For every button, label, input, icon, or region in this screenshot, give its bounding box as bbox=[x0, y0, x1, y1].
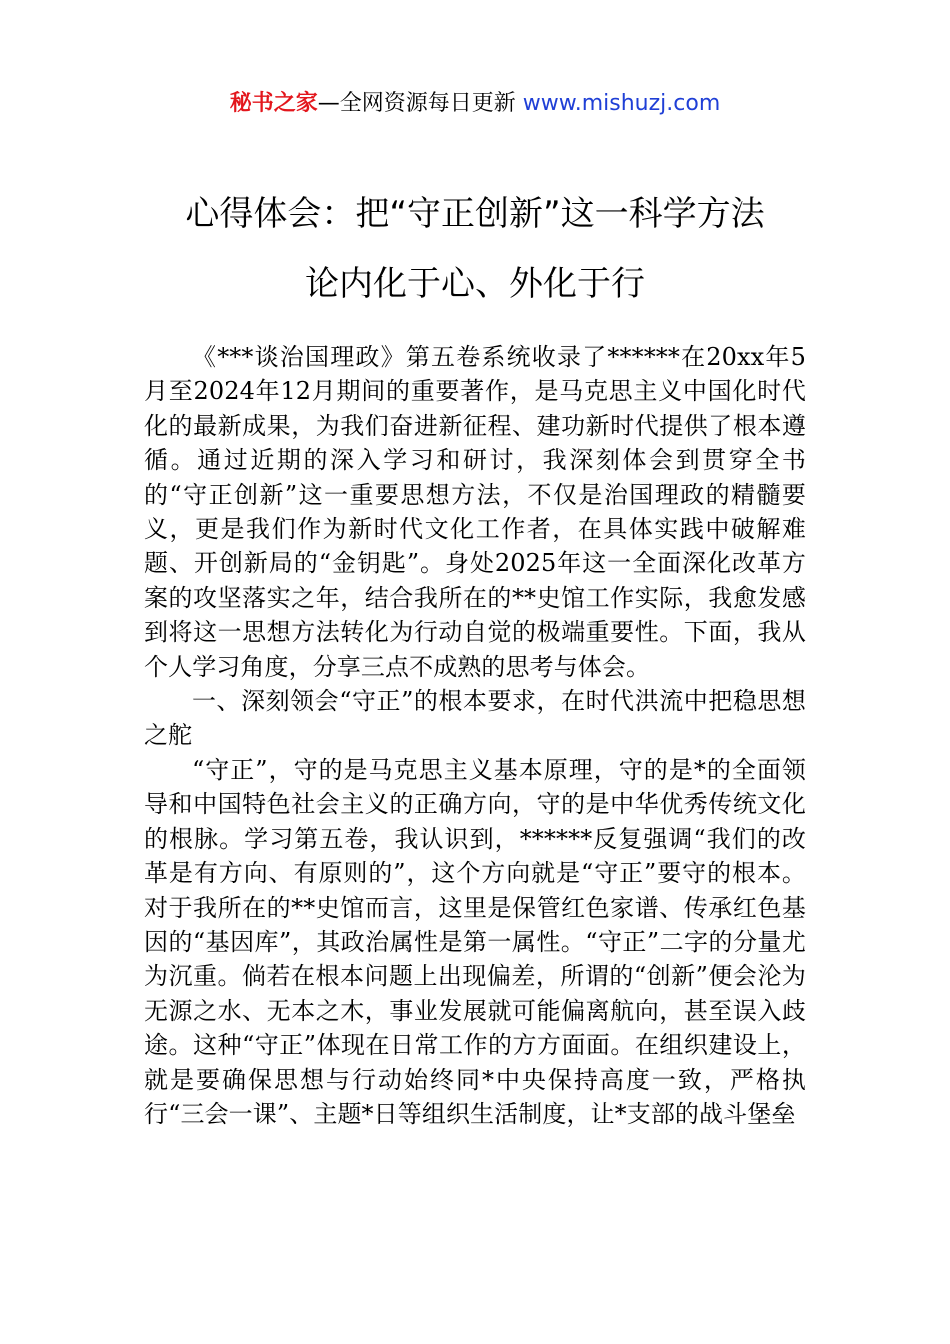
document-title-line-2: 论内化于心、外化于行 bbox=[305, 264, 645, 304]
site-url[interactable]: www.mishuzj.com bbox=[522, 91, 721, 116]
document-title-line-1: 心得体会：把“守正创新”这一科学方法 bbox=[185, 194, 765, 234]
body-paragraph-intro: 《***谈治国理政》第五卷系统收录了******在20xx年5月至2024年12月期间的重要著作，是马克思主义中国化时代化的最新成果，为我们奋进新征程、建功新时代提供了根本遵循。通过近期的深入学习和研讨，我深刻体会到贯穿全书的“守正创新”这一重要思想方法，不仅是治国理政的精髓要义，更是我们作为新时代文化工作者，在具体实践中破解难题、开创新局的“金钥匙”。身处2025年这一全面深化改革方案的攻坚落实之年，结合我所在的**史馆工作实际，我愈发感到将这一思想方法转化为行动自觉的极端重要性。下面，我从个人学习角度，分享三点不成熟的思考与体会。 bbox=[144, 343, 806, 681]
document-body bbox=[144, 340, 806, 1131]
body-paragraph-section-1: “守正”，守的是马克思主义基本原理，守的是*的全面领导和中国特色社会主义的正确方向，守的是中华优秀传统文化的根脉。学习第五卷，我认识到，******反复强调“我们的改革是有方向、有原则的”，这个方向就是“守正”要守的根本。对于我所在的**史馆而言，这里是保管红色家谱、传承红色基因的“基因库”，其政治属性是第一属性。“守正”二字的分量尤为沉重。倘若在根本问题上出现偏差，所谓的“创新”便会沦为无源之水、无本之木，事业发展就可能偏离航向，甚至误入歧途。这种“守正”体现在日常工作的方方面面。在组织建设上，就是要确保思想与行动始终同*中央保持高度一致，严格执行“三会一课”、主题*日等组织生活制度，让*支部的战斗堡垒 bbox=[144, 755, 806, 1128]
section-heading-1: 一、深刻领会“守正”的根本要求，在时代洪流中把稳思想之舵 bbox=[144, 687, 806, 750]
brand-name: 秘书之家 bbox=[229, 91, 318, 116]
header-tagline: —全网资源每日更新 bbox=[317, 91, 516, 116]
site-header bbox=[0, 88, 950, 120]
